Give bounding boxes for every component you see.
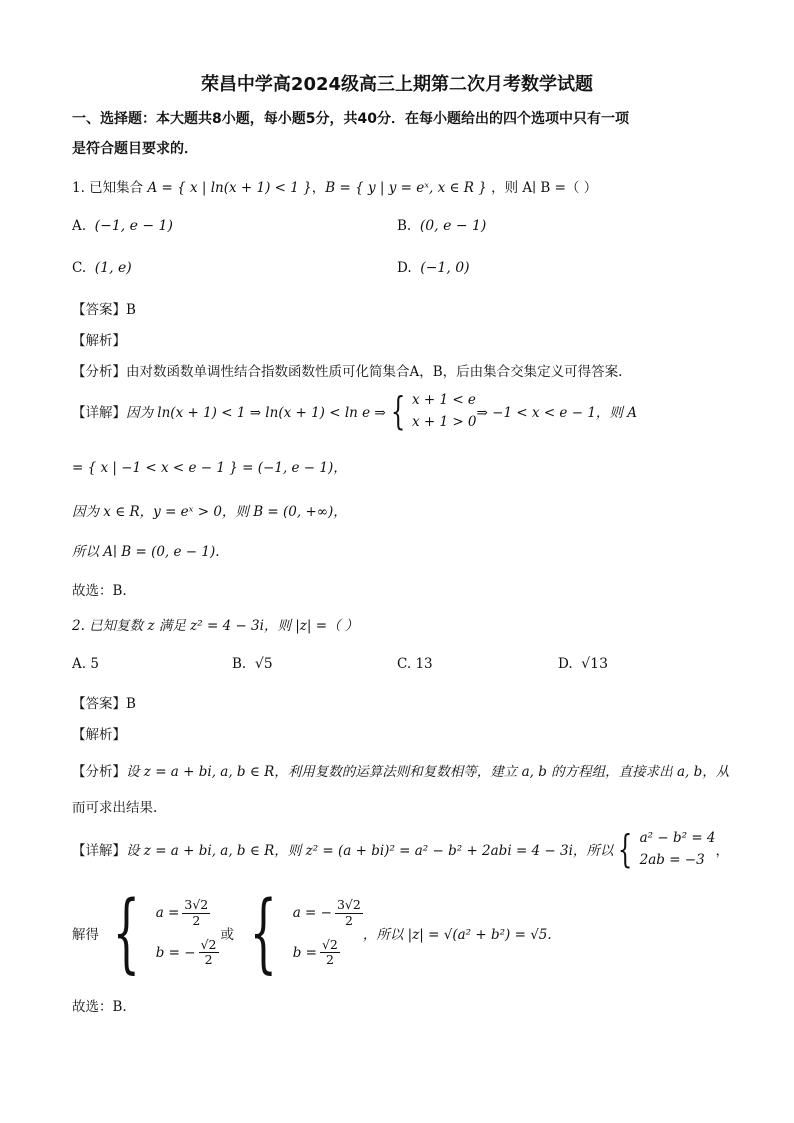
q2-system-eq2: 2ab = −3 (639, 852, 705, 868)
q2-sol1-b-frac (199, 938, 219, 968)
q1-option-b (397, 218, 486, 234)
q2-option-b (232, 656, 273, 672)
q1-comma: ， (311, 180, 326, 196)
q1-answer-tag: 【答案】 (72, 302, 126, 318)
q1-stem (72, 176, 597, 196)
q2-system-brace: { (618, 827, 633, 871)
q1-system-eq2: x + 1 > 0 (411, 414, 477, 430)
page-title: 荣昌中学高2024级高三上期第二次月考数学试题 (200, 74, 594, 95)
q2-sol2-b-frac (320, 938, 340, 968)
q1-system-eq1: x + 1 < e (411, 392, 476, 408)
q2-or: 或 (220, 927, 234, 943)
q2-fenxi-line-1 (72, 760, 729, 780)
q2-analysis-tag: 【解析】 (72, 727, 126, 743)
q2-system (613, 827, 716, 871)
q2-solution-2-brace: { (249, 883, 278, 983)
q1-detail-l1-b: ⇒ −1 < x < e − 1，则 A (476, 405, 637, 421)
q1-option-d-key: D. (397, 260, 412, 276)
q2-sol1-a-den: 2 (192, 912, 201, 928)
q2-solve-prefix: 解得 (72, 927, 99, 943)
q1-option-b-key: B. (397, 218, 412, 234)
q2-detail-line-1 (72, 827, 730, 871)
q1-analysis-tag: 【解析】 (72, 333, 126, 349)
q2-solution-1 (99, 883, 219, 983)
q2-sol1-a-num: 3√2 (184, 897, 209, 913)
q1-choose: 故选：B. (72, 583, 127, 599)
q2-answer (72, 692, 136, 712)
q2-option-a-text: 5 (90, 656, 99, 672)
q2-sol2-b-den: 2 (325, 952, 334, 968)
q1-stem-suffix: ，则 A∣ B =（ ） (491, 180, 598, 196)
q2-sol1-b-den: 2 (204, 952, 213, 968)
q2-sol2-b-num: √2 (321, 937, 338, 952)
q2-option-d (558, 656, 608, 672)
q2-option-d-text: √13 (581, 656, 608, 672)
q2-fenxi-tag: 【分析】 (72, 764, 126, 780)
q2-sol2-b-lhs: b = (292, 944, 317, 961)
q1-set-b: B = { y | y = eˣ, x ∈ R } (325, 180, 487, 196)
section-heading-line-2: 是符合题目要求的． (72, 141, 198, 157)
q2-option-a (72, 656, 99, 672)
q1-option-a (72, 218, 173, 234)
q1-option-a-key: A. (72, 218, 87, 234)
q2-option-c-text: 13 (415, 656, 433, 672)
q2-sol1-b-num: √2 (200, 937, 217, 952)
q2-sol1-a-frac (182, 898, 210, 928)
q1-option-c-key: C. (72, 260, 87, 276)
q1-fenxi-tag: 【分析】 (72, 364, 126, 380)
q2-solve-suffix: ，所以 |z| = √(a² + b²) = √5. (362, 927, 552, 943)
q2-answer-tag: 【答案】 (72, 696, 126, 712)
q2-option-b-text: √5 (254, 656, 273, 672)
q2-sol2-a-num: 3√2 (336, 897, 361, 913)
q2-fenxi-line-2: 而可求出结果. (72, 800, 158, 816)
q2-detail-l1-text: 设 z = a + bi, a, b ∈ R，则 z² = (a + bi)² = a² − b² + 2abi = 4 − 3i，所以 (126, 843, 614, 859)
q2-answer-value: B (126, 696, 136, 712)
q1-fenxi-text: 由对数函数单调性结合指数函数性质可化简集合A，B，后由集合交集定义可得答案. (126, 364, 623, 380)
q1-detail-tag: 【详解】 (72, 405, 126, 421)
q2-detail-tag: 【详解】 (72, 843, 126, 859)
q2-solution-1-brace: { (112, 883, 141, 983)
q1-answer (72, 298, 136, 318)
q2-option-c-key: C. (397, 656, 412, 672)
q2-sol2-a-den: 2 (344, 912, 353, 928)
q2-stem: 2. 已知复数 z 满足 z² = 4 − 3i，则 |z| =（ ） (72, 618, 359, 634)
q1-option-a-text: (−1, e − 1) (94, 218, 173, 234)
q1-option-c (72, 260, 132, 276)
q1-option-c-text: (1, e) (94, 260, 132, 276)
q1-system (386, 389, 477, 433)
q2-option-b-key: B. (232, 656, 247, 672)
q1-answer-value: B (126, 302, 136, 318)
q1-fenxi (72, 360, 622, 380)
q1-option-d (397, 260, 470, 276)
q2-system-eq1: a² − b² = 4 (639, 830, 716, 846)
q1-stem-prefix: 1. 已知集合 (72, 180, 144, 196)
q1-system-brace: { (390, 389, 406, 433)
q2-sol1-a-lhs: a = (155, 905, 180, 922)
q1-detail-line-2: = { x | −1 < x < e − 1 } = (−1, e − 1)， (72, 460, 347, 476)
q1-detail-line-4: 所以 A∣ B = (0, e − 1). (72, 544, 220, 560)
q2-solve-line (72, 883, 552, 983)
q2-sol2-a-lhs: a = − (292, 905, 332, 922)
q2-detail-l1-end: ， (715, 843, 730, 859)
q2-option-a-key: A. (72, 656, 87, 672)
q1-detail-l1-a: 因为 ln(x + 1) < 1 ⇒ ln(x + 1) < ln e ⇒ (126, 405, 386, 421)
q2-sol2-a-frac (335, 898, 363, 928)
section-heading-line-1: 一、选择题：本大题共8小题，每小题5分，共40分．在每小题给出的四个选项中只有一项 (72, 111, 629, 127)
q2-solution-2 (236, 883, 363, 983)
q1-detail-line-3: 因为 x ∈ R，y = eˣ > 0，则 B = (0, +∞)， (72, 504, 347, 520)
q2-option-d-key: D. (558, 656, 573, 672)
q2-sol1-b-lhs: b = − (155, 944, 196, 961)
q1-option-d-text: (−1, 0) (420, 260, 470, 276)
q2-choose: 故选：B. (72, 999, 127, 1015)
q1-detail-line-1 (72, 389, 637, 433)
q1-option-b-text: (0, e − 1) (419, 218, 487, 234)
q2-option-c (397, 656, 433, 672)
q2-fenxi-text-1: 设 z = a + bi, a, b ∈ R，利用复数的运算法则和复数相等，建立 a, b 的方程组，直接求出 a, b，从 (126, 764, 730, 780)
q1-set-a: A = { x | ln(x + 1) < 1 } (147, 180, 312, 196)
